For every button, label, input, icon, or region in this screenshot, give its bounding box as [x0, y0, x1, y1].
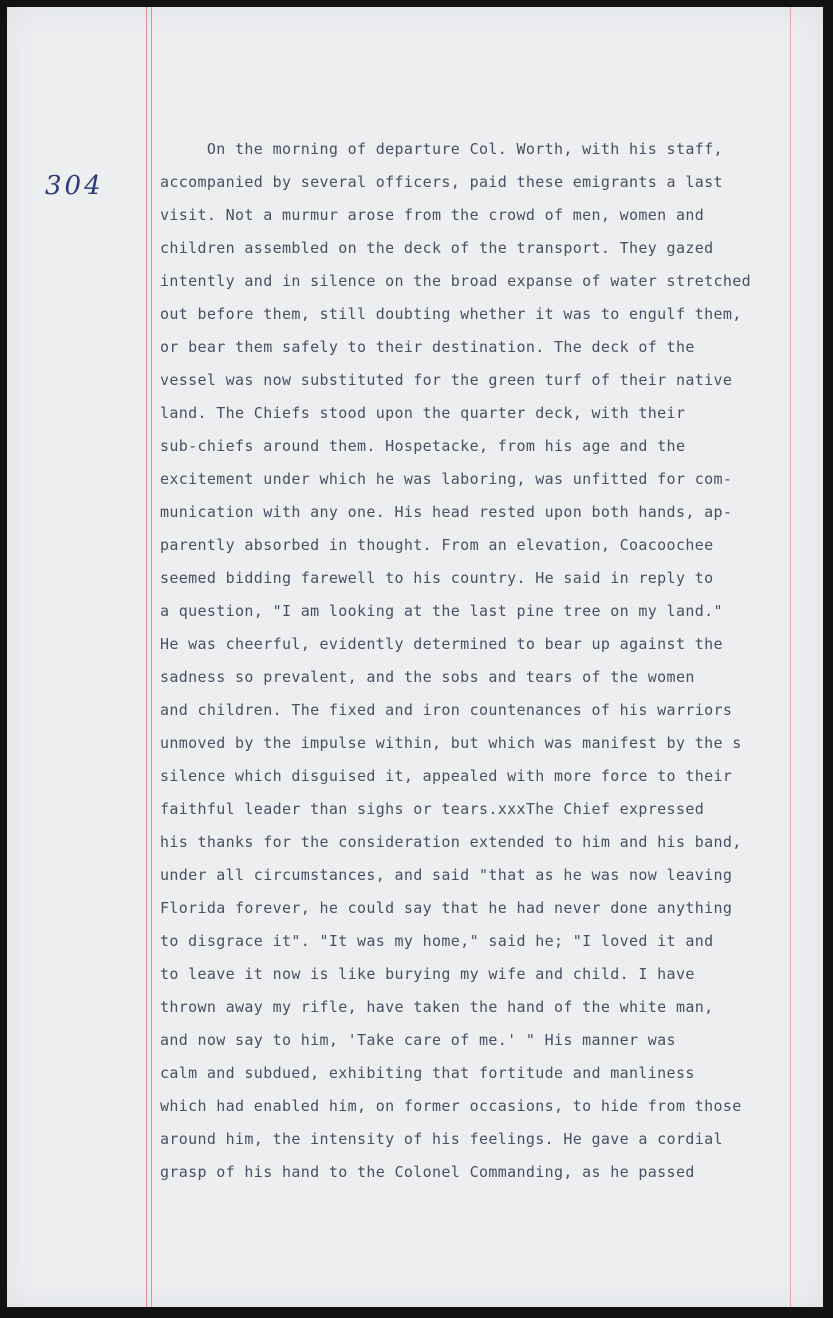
text-line: out before them, still doubting whether it was to engulf them, — [160, 305, 742, 323]
text-line: or bear them safely to their destination. The deck of the — [160, 338, 695, 356]
text-line: munication with any one. His head rested upon both hands, ap- — [160, 503, 733, 521]
text-line: grasp of his hand to the Colonel Commanding, as he passed — [160, 1163, 695, 1181]
text-line: He was cheerful, evidently determined to bear up against the — [160, 635, 723, 653]
text-line: accompanied by several officers, paid these emigrants a last — [160, 173, 723, 191]
text-line: children assembled on the deck of the transport. They gazed — [160, 239, 714, 257]
text-line: intently and in silence on the broad expanse of water stretched — [160, 272, 751, 290]
text-line: a question, "I am looking at the last pine tree on my land." — [160, 602, 723, 620]
text-line: under all circumstances, and said "that as he was now leaving — [160, 866, 733, 884]
text-line: On the morning of departure Col. Worth, with his staff, — [160, 140, 723, 158]
text-line: unmoved by the impulse within, but which was manifest by the s — [160, 734, 742, 752]
text-line: Florida forever, he could say that he had never done anything — [160, 899, 733, 917]
text-line: around him, the intensity of his feelings. He gave a cordial — [160, 1130, 723, 1148]
manuscript-page — [7, 7, 823, 1307]
red-margin-line-left — [146, 7, 147, 1307]
red-margin-line-left-inner — [151, 7, 152, 1307]
text-line: visit. Not a murmur arose from the crowd of men, women and — [160, 206, 705, 224]
text-line: faithful leader than sighs or tears.xxxThe Chief expressed — [160, 800, 705, 818]
text-line: which had enabled him, on former occasions, to hide from those — [160, 1097, 742, 1115]
text-line: to disgrace it". "It was my home," said he; "I loved it and — [160, 932, 714, 950]
text-line: seemed bidding farewell to his country. He said in reply to — [160, 569, 714, 587]
handwritten-page-number: 304 — [45, 171, 104, 201]
text-line: excitement under which he was laboring, was unfitted for com- — [160, 470, 733, 488]
text-line: parently absorbed in thought. From an elevation, Coacoochee — [160, 536, 714, 554]
text-line: and children. The fixed and iron countenances of his warriors — [160, 701, 733, 719]
text-line: thrown away my rifle, have taken the hand of the white man, — [160, 998, 714, 1016]
text-line: sub-chiefs around them. Hospetacke, from his age and the — [160, 437, 686, 455]
text-line: his thanks for the consideration extended to him and his band, — [160, 833, 742, 851]
text-line: silence which disguised it, appealed with more force to their — [160, 767, 733, 785]
text-line: land. The Chiefs stood upon the quarter deck, with their — [160, 404, 686, 422]
text-line: and now say to him, 'Take care of me.' " His manner was — [160, 1031, 676, 1049]
text-line: to leave it now is like burying my wife and child. I have — [160, 965, 695, 983]
text-line: vessel was now substituted for the green turf of their native — [160, 371, 733, 389]
text-line: sadness so prevalent, and the sobs and tears of the women — [160, 668, 695, 686]
text-line: calm and subdued, exhibiting that fortitude and manliness — [160, 1064, 695, 1082]
typewritten-body — [160, 133, 820, 1189]
